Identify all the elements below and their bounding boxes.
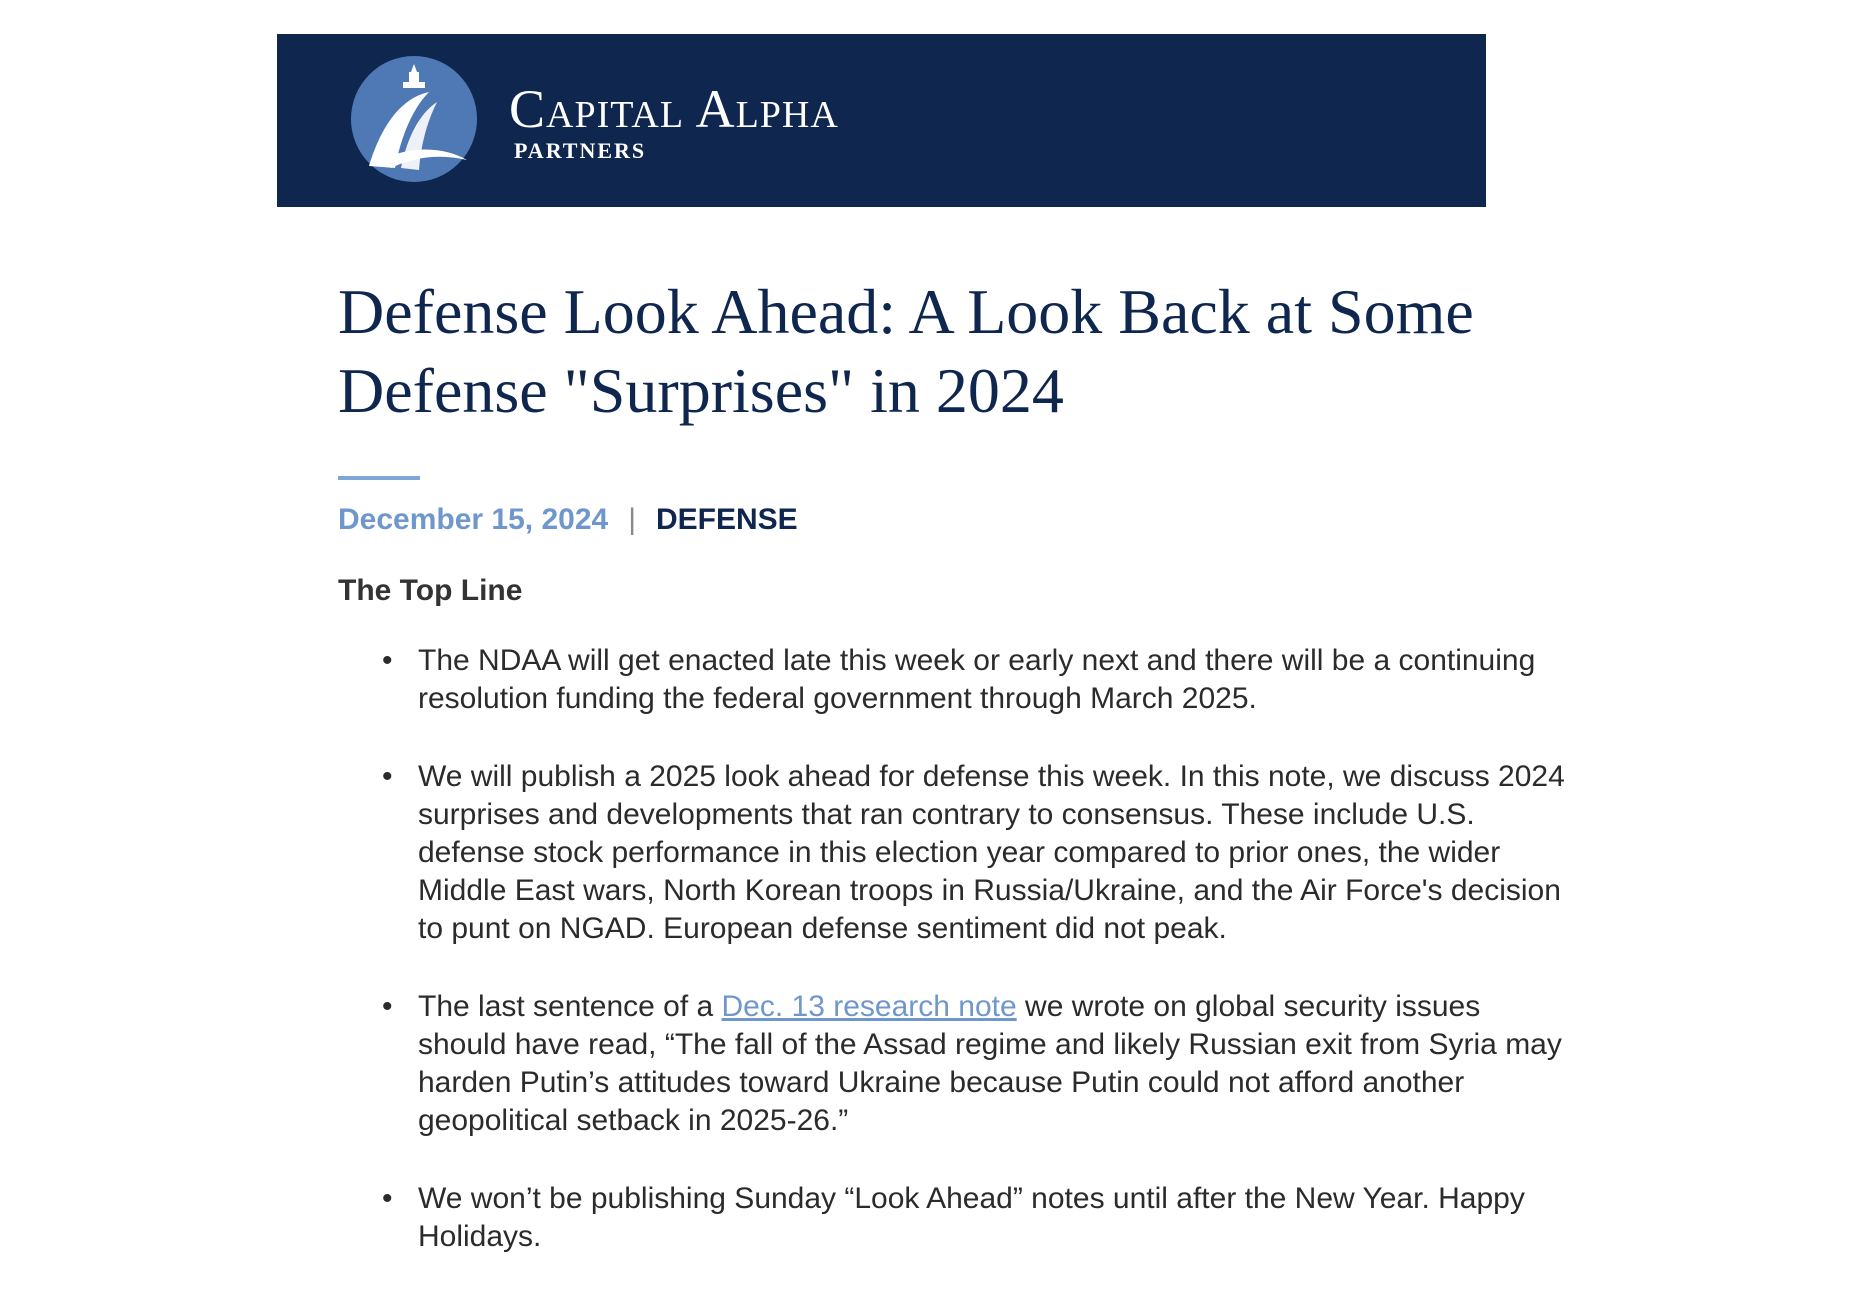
list-item: [338, 1180, 1568, 1256]
list-item: [338, 642, 1568, 718]
top-line-list: [338, 642, 1568, 1296]
bullet-icon: •: [382, 644, 393, 677]
bullet-icon: •: [382, 990, 393, 1023]
list-item-text: We won’t be publishing Sunday “Look Ahead” notes until after the New Year. Happy Holidays.: [418, 1182, 1525, 1253]
list-item-text: The NDAA will get enacted late this week or early next and there will be a continuing resolution funding the federal government through March 2025.: [418, 644, 1536, 715]
section-heading: The Top Line: [338, 574, 523, 607]
list-item: [338, 988, 1568, 1140]
article-title: Defense Look Ahead: A Look Back at Some Defense "Surprises" in 2024: [338, 276, 1474, 426]
publish-date: December 15, 2024: [338, 503, 609, 536]
list-item-text: We will publish a 2025 look ahead for defense this week. In this note, we discuss 2024 surprises and developments that ran contrary to consensus. These include U.S. defense stock performance in this election year compared to prior ones, the wider Middle East wars, North Korean troops in Russia/Ukraine, and the Air Force's decision to punt on NGAD. European defense sentiment did not peak.: [418, 760, 1565, 945]
capitol-dome-icon: [351, 56, 477, 182]
research-note-link[interactable]: Dec. 13 research note: [721, 990, 1017, 1023]
title-divider: [338, 476, 420, 480]
list-item: [338, 758, 1568, 948]
brand-subtitle: PARTNERS: [514, 138, 647, 163]
brand-name: Capital Alpha: [509, 79, 839, 139]
list-item-text-before: The last sentence of a: [418, 990, 722, 1023]
header-banner: [277, 34, 1486, 207]
bullet-icon: •: [382, 760, 393, 793]
category-label: DEFENSE: [656, 503, 798, 536]
list-item-text-after: we wrote on global security issues should have read, “The fall of the Assad regime and likely Russian exit from Syria may harden Putin’s attitudes toward Ukraine because Putin could not afford another geopolitical setback in 2025-26.”: [418, 990, 1562, 1137]
bullet-icon: •: [382, 1182, 393, 1215]
article-meta: [338, 501, 798, 539]
meta-separator: |: [628, 503, 636, 536]
